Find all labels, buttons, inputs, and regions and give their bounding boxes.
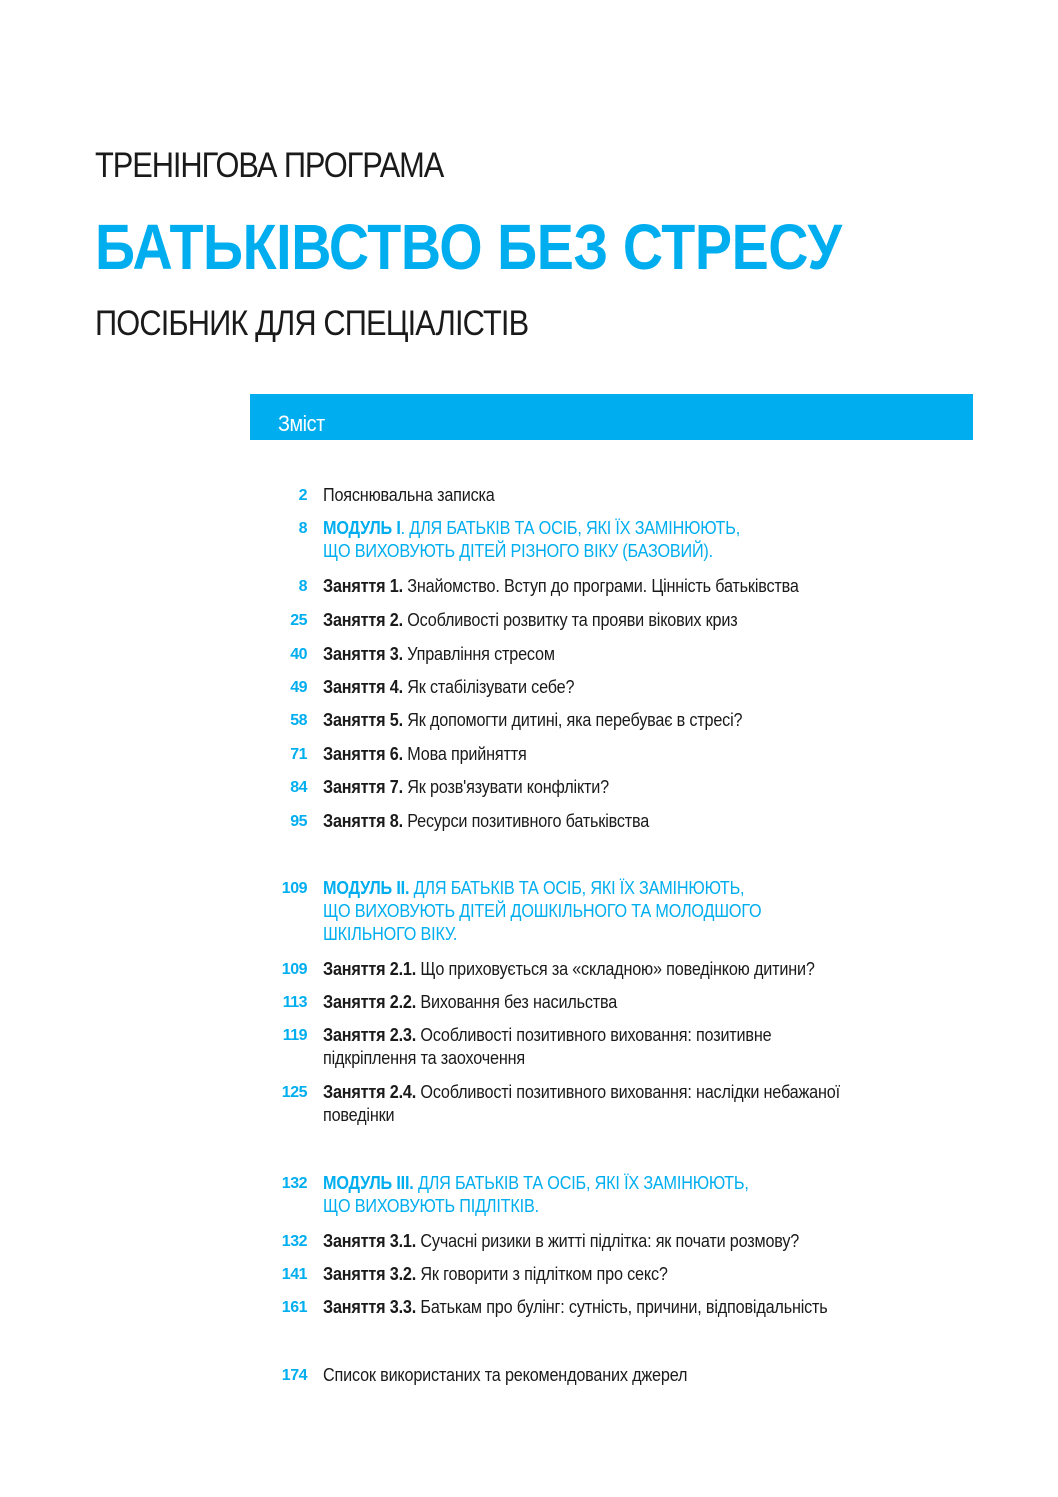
- module-label: МОДУЛЬ ІІ.: [323, 878, 410, 898]
- page-number: 40: [290, 646, 307, 663]
- entry-title: Управління стресом: [402, 644, 555, 664]
- entry-title-cont: ЩО ВИХОВУЮТЬ ДІТЕЙ ДОШКІЛЬНОГО ТА МОЛОДШОГО: [323, 901, 762, 921]
- entry-title: Пояснювальна записка: [323, 485, 495, 505]
- entry-title: Особливості позитивного виховання: наслідки небажаної: [416, 1082, 840, 1102]
- module-label: МОДУЛЬ І: [323, 518, 401, 538]
- page-number: 8: [298, 578, 307, 595]
- entry-title: Ресурси позитивного батьківства: [402, 811, 650, 831]
- entry-title-cont: ЩО ВИХОВУЮТЬ ДІТЕЙ РІЗНОГО ВІКУ (БАЗОВИЙ).: [323, 541, 713, 561]
- page-number: 161: [281, 1299, 307, 1316]
- entry-title: Знайомство. Вступ до програми. Цінність батьківства: [402, 576, 799, 596]
- lesson-label: Заняття 8.: [323, 811, 403, 831]
- lesson-label: Заняття 2.1.: [323, 959, 417, 979]
- entry-title-cont: підкріплення та заохочення: [323, 1048, 525, 1068]
- page-number: 71: [290, 746, 307, 763]
- lesson-label: Заняття 7.: [323, 777, 403, 797]
- entry-title: ДЛЯ БАТЬКІВ ТА ОСІБ, ЯКІ ЇХ ЗАМІНЮЮТЬ,: [409, 878, 745, 898]
- entry-title-cont: ШКІЛЬНОГО ВІКУ.: [323, 924, 458, 944]
- page-number: 141: [281, 1266, 307, 1283]
- lesson-label: Заняття 3.1.: [323, 1231, 417, 1251]
- entry-title: Що приховується за «складною» поведінкою дитини?: [416, 959, 815, 979]
- toc-heading: Зміст: [278, 411, 325, 436]
- entry-title: Батькам про булінг: сутність, причини, відповідальність: [416, 1297, 828, 1317]
- entry-title: Особливості розвитку та прояви вікових криз: [402, 610, 738, 630]
- lesson-label: Заняття 2.2.: [323, 992, 417, 1012]
- page-number: 49: [290, 679, 307, 696]
- module-label: МОДУЛЬ ІІІ.: [323, 1173, 414, 1193]
- lesson-label: Заняття 4.: [323, 677, 403, 697]
- program-type-heading: ТРЕНІНГОВА ПРОГРАМА: [95, 146, 444, 185]
- entry-title: Список використаних та рекомендованих джерел: [323, 1365, 688, 1385]
- entry-title: Як розв'язувати конфлікти?: [402, 777, 609, 797]
- page-number: 132: [281, 1233, 307, 1250]
- lesson-label: Заняття 6.: [323, 744, 403, 764]
- entry-title: Як допомогти дитині, яка перебуває в стресі?: [402, 710, 743, 730]
- page-number: 109: [281, 880, 307, 897]
- entry-title-cont: поведінки: [323, 1105, 395, 1125]
- page-number: 58: [290, 712, 307, 729]
- lesson-label: Заняття 3.: [323, 644, 403, 664]
- entry-title: . ДЛЯ БАТЬКІВ ТА ОСІБ, ЯКІ ЇХ ЗАМІНЮЮТЬ,: [400, 518, 741, 538]
- lesson-label: Заняття 2.4.: [323, 1082, 417, 1102]
- entry-title: Сучасні ризики в житті підлітка: як почати розмову?: [416, 1231, 800, 1251]
- lesson-label: Заняття 2.: [323, 610, 403, 630]
- manual-subtitle: ПОСІБНИК ДЛЯ СПЕЦІАЛІСТІВ: [95, 304, 529, 343]
- program-title: БАТЬКІВСТВО БЕЗ СТРЕСУ: [95, 211, 842, 283]
- entry-title: Мова прийняття: [402, 744, 527, 764]
- lesson-label: Заняття 3.2.: [323, 1264, 417, 1284]
- lesson-label: Заняття 2.3.: [323, 1025, 417, 1045]
- page-number: 125: [281, 1084, 307, 1101]
- page-number: 109: [281, 961, 307, 978]
- page-number: 132: [281, 1175, 307, 1192]
- page-number: 119: [282, 1027, 307, 1044]
- page-number: 84: [290, 779, 307, 796]
- page-number: 25: [290, 612, 307, 629]
- lesson-label: Заняття 1.: [323, 576, 403, 596]
- entry-title-cont: ЩО ВИХОВУЮТЬ ПІДЛІТКІВ.: [323, 1196, 539, 1216]
- entry-title: ДЛЯ БАТЬКІВ ТА ОСІБ, ЯКІ ЇХ ЗАМІНЮЮТЬ,: [413, 1173, 749, 1193]
- entry-title: Як стабілізувати себе?: [402, 677, 575, 697]
- toc-heading-bar: [250, 394, 973, 440]
- lesson-label: Заняття 5.: [323, 710, 403, 730]
- page-number: 113: [282, 994, 307, 1011]
- page-number: 174: [281, 1367, 307, 1384]
- page-number: 95: [290, 813, 307, 830]
- entry-title: Виховання без насильства: [416, 992, 618, 1012]
- page-number: 8: [298, 520, 307, 537]
- entry-title: Як говорити з підлітком про секс?: [416, 1264, 668, 1284]
- lesson-label: Заняття 3.3.: [323, 1297, 417, 1317]
- entry-title: Особливості позитивного виховання: позитивне: [416, 1025, 772, 1045]
- page-number: 2: [298, 487, 307, 504]
